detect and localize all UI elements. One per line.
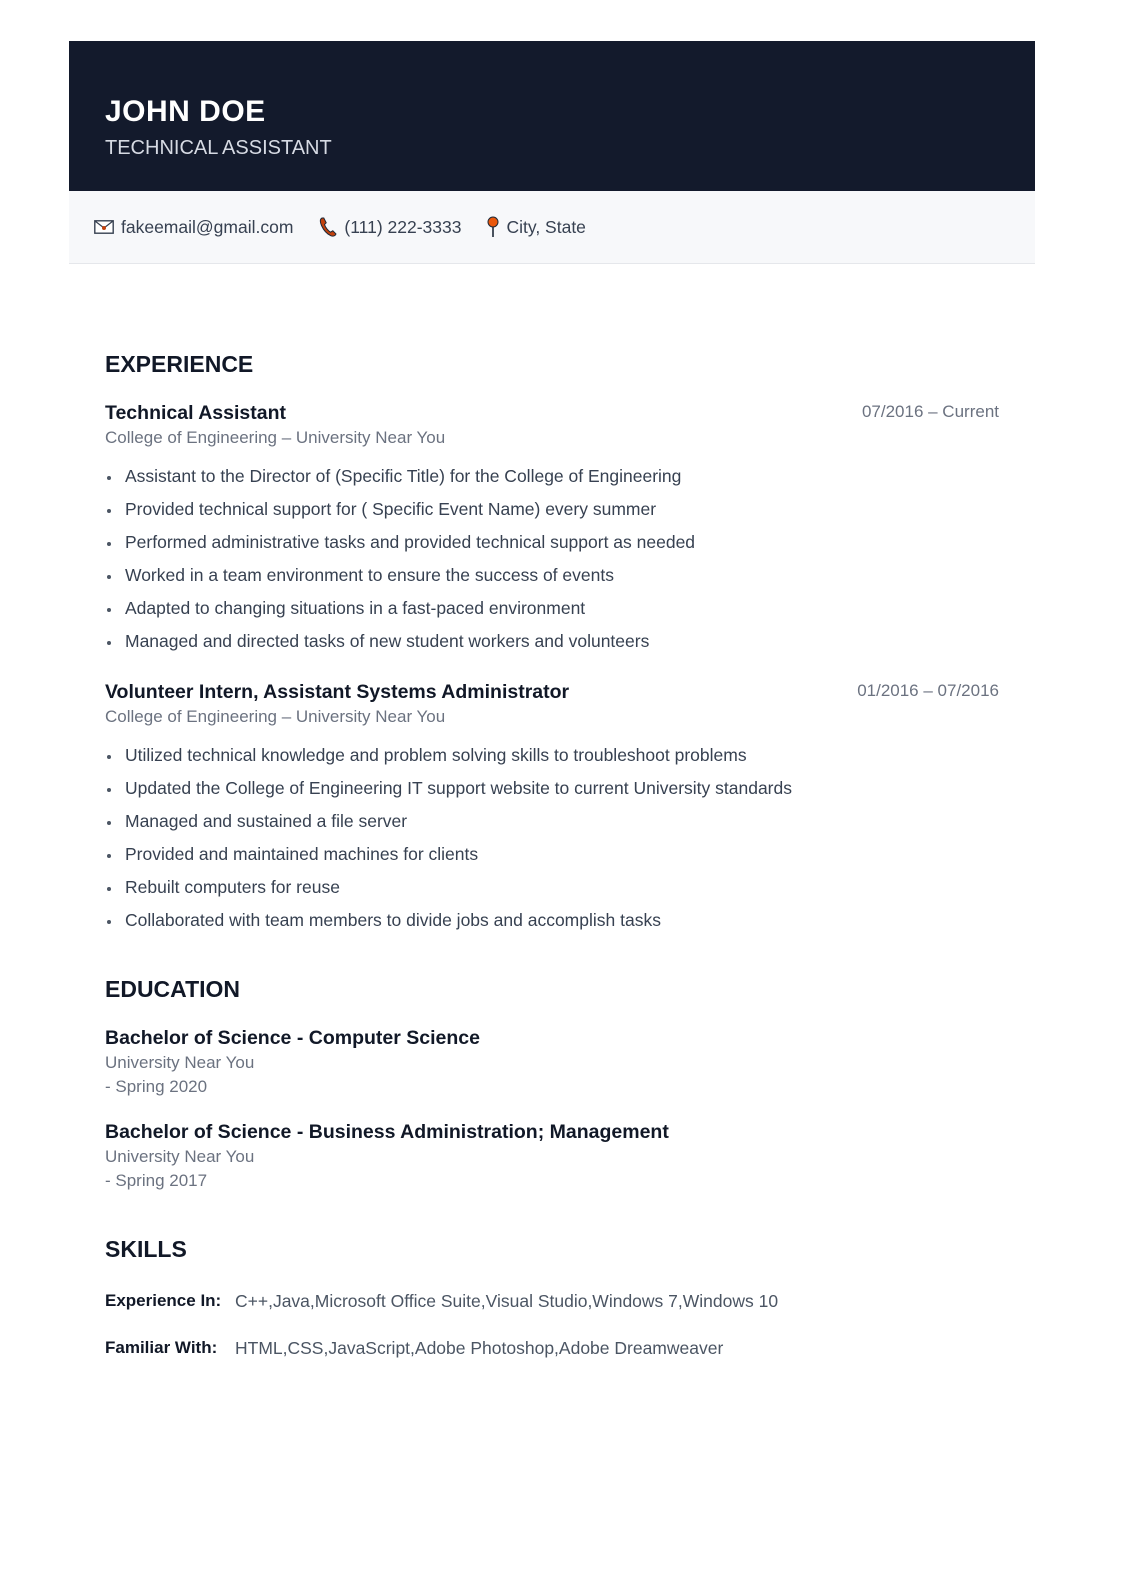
list-item: Rebuilt computers for reuse	[105, 871, 999, 904]
envelope-icon	[94, 220, 114, 234]
job-bullets	[105, 460, 999, 658]
job-bullets	[105, 739, 999, 937]
candidate-title: TECHNICAL ASSISTANT	[105, 137, 332, 159]
phone-text: (111) 222-3333	[344, 216, 462, 237]
section-title-experience: EXPERIENCE	[105, 351, 254, 377]
skill-label: Experience In:	[105, 1291, 222, 1310]
job-title: Technical Assistant	[105, 402, 286, 424]
list-item: Provided technical support for ( Specific Event Name) every summer	[105, 493, 999, 526]
education-section	[105, 975, 999, 1193]
job-organization: College of Engineering – University Near You	[105, 428, 446, 447]
candidate-name: JOHN DOE	[105, 95, 266, 128]
skill-row	[105, 1289, 999, 1313]
degree-school: University Near You	[105, 1053, 255, 1072]
degree-title: Bachelor of Science - Computer Science	[105, 1027, 480, 1049]
list-item: Assistant to the Director of (Specific Title) for the College of Engineering	[105, 460, 999, 493]
degree-date: - Spring 2020	[105, 1077, 208, 1096]
section-title-skills: SKILLS	[105, 1236, 187, 1262]
location-text: City, State	[506, 216, 586, 237]
list-item: Provided and maintained machines for clients	[105, 838, 999, 871]
list-item: Utilized technical knowledge and problem solving skills to troubleshoot problems	[105, 739, 999, 772]
contact-bar	[69, 191, 1035, 264]
experience-section	[105, 350, 999, 937]
list-item: Adapted to changing situations in a fast-paced environment	[105, 592, 999, 625]
list-item: Performed administrative tasks and provided technical support as needed	[105, 526, 999, 559]
list-item: Worked in a team environment to ensure the success of events	[105, 559, 999, 592]
job-entry	[105, 400, 999, 658]
education-entry	[105, 1119, 999, 1193]
skill-row	[105, 1336, 999, 1360]
skill-value: HTML,CSS,JavaScript,Adobe Photoshop,Adobe Dreamweaver	[235, 1338, 724, 1358]
resume-body	[69, 350, 1035, 1360]
degree-date: - Spring 2017	[105, 1171, 208, 1190]
skills-section	[105, 1235, 999, 1360]
skill-label: Familiar With:	[105, 1338, 218, 1357]
job-title: Volunteer Intern, Assistant Systems Administrator	[105, 681, 570, 703]
pin-icon	[487, 216, 499, 238]
section-title-education: EDUCATION	[105, 976, 241, 1002]
resume-header	[69, 41, 1035, 191]
job-organization: College of Engineering – University Near You	[105, 707, 446, 726]
resume-page	[69, 41, 1035, 1360]
degree-title: Bachelor of Science - Business Administration; Management	[105, 1121, 669, 1143]
list-item: Updated the College of Engineering IT support website to current University standards	[105, 772, 999, 805]
job-entry	[105, 679, 999, 937]
list-item: Managed and directed tasks of new student workers and volunteers	[105, 625, 999, 658]
job-dates: 07/2016 – Current	[861, 402, 999, 421]
contact-location	[487, 216, 585, 238]
education-entry	[105, 1025, 999, 1099]
list-item: Collaborated with team members to divide jobs and accomplish tasks	[105, 904, 999, 937]
job-dates: 01/2016 – 07/2016	[857, 681, 999, 700]
email-text: fakeemail@gmail.com	[121, 216, 294, 237]
contact-phone[interactable]	[319, 217, 461, 238]
list-item: Managed and sustained a file server	[105, 805, 999, 838]
contact-email[interactable]	[94, 217, 293, 238]
skill-value: C++,Java,Microsoft Office Suite,Visual Studio,Windows 7,Windows 10	[235, 1291, 779, 1311]
phone-icon	[319, 217, 337, 237]
degree-school: University Near You	[105, 1147, 255, 1166]
